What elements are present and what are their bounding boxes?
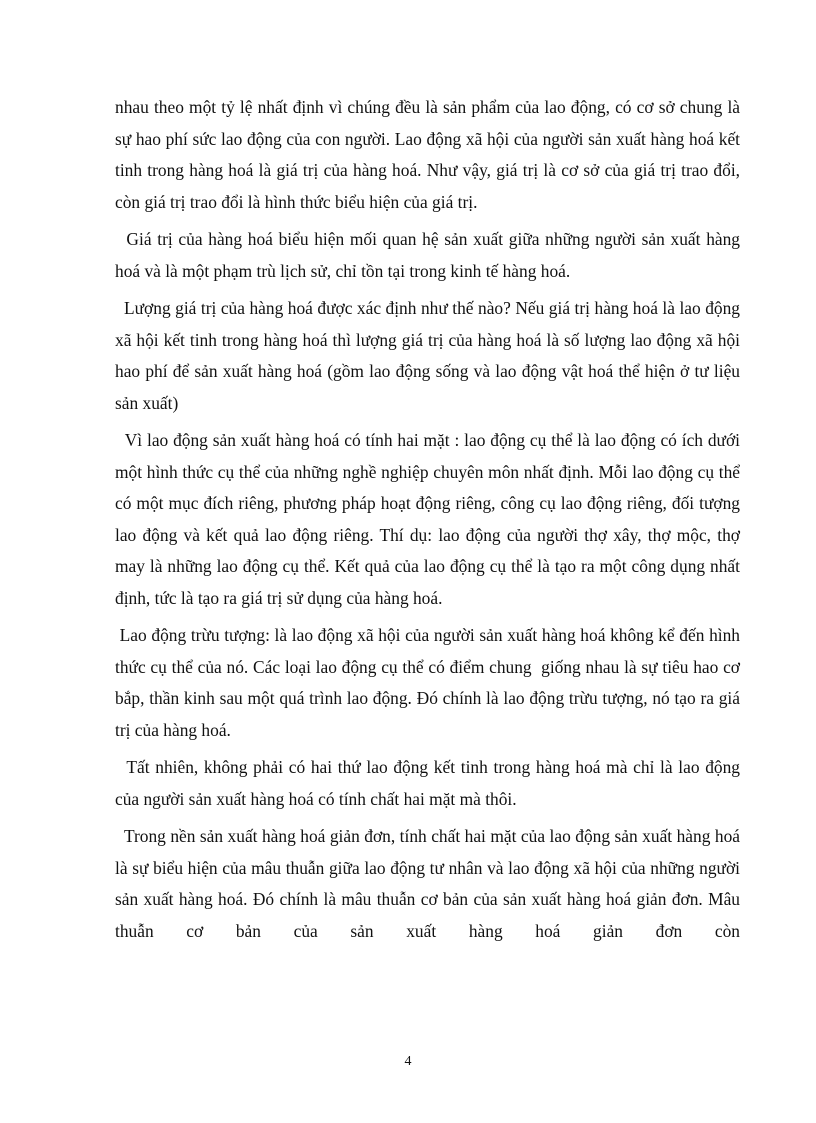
paragraph-1: nhau theo một tỷ lệ nhất định vì chúng đều là sản phẩm của lao động, có cơ sở chung là sự hao phí sức lao động của con người. Lao động xã hội của người sản xuất hàng hoá kết tinh trong hàng hoá là giá trị của hàng hoá. Như vậy, giá trị là cơ sở của giá trị trao đổi, còn giá trị trao đổi là hình thức biểu hiện của giá trị. xyxy=(115,97,740,212)
paragraph-3: Lượng giá trị của hàng hoá được xác định như thế nào? Nếu giá trị hàng hoá là lao động xã hội kết tinh trong hàng hoá thì lượng giá trị của hàng hoá là số lượng lao động xã hội hao phí để sản xuất hàng hoá (gồm lao động sống và lao động vật hoá thể hiện ở tư liệu sản xuất) xyxy=(115,298,745,413)
page-number: 4 xyxy=(404,1054,412,1069)
paragraph-2: Giá trị của hàng hoá biểu hiện mối quan hệ sản xuất giữa những người sản xuất hàng hoá và là một phạm trù lịch sử, chỉ tồn tại trong kinh tế hàng hoá. xyxy=(115,229,745,281)
paragraph-4: Vì lao động sản xuất hàng hoá có tính hai mặt : lao động cụ thể là lao động có ích dưới một hình thức cụ thể của những nghề nghiệp chuyên môn nhất định. Mỗi lao động cụ thể có một mục đích riêng, phương pháp hoạt động riêng, công cụ lao động riêng, đối tượng lao động và kết quả lao động riêng. Thí dụ: lao động của người thợ xây, thợ mộc, thợ may là những lao động cụ thể. Kết quả của lao động cụ thể là tạo ra một công dụng nhất định, tức là tạo ra giá trị sử dụng của hàng hoá. xyxy=(115,430,745,608)
document-page xyxy=(115,92,745,953)
paragraph-6: Tất nhiên, không phải có hai thứ lao động kết tinh trong hàng hoá mà chỉ là lao động của người sản xuất hàng hoá có tính chất hai mặt mà thôi. xyxy=(115,757,745,809)
paragraph-7: Trong nền sản xuất hàng hoá giản đơn, tính chất hai mặt của lao động sản xuất hàng hoá là sự biểu hiện của mâu thuẫn giữa lao động tư nhân và lao động xã hội của những người sản xuất hàng hoá. Đó chính là mâu thuẫn cơ bản của sản xuất hàng hoá giản đơn. Mâu thuẫn cơ bản của sản xuất hàng hoá giản đơn còn xyxy=(115,826,745,941)
paragraph-5: Lao động trừu tượng: là lao động xã hội của người sản xuất hàng hoá không kể đến hình thức cụ thể của nó. Các loại lao động cụ thể có điểm chung giống nhau là sự tiêu hao cơ bắp, thần kinh sau một quá trình lao động. Đó chính là lao động trừu tượng, nó tạo ra giá trị của hàng hoá. xyxy=(115,625,745,740)
